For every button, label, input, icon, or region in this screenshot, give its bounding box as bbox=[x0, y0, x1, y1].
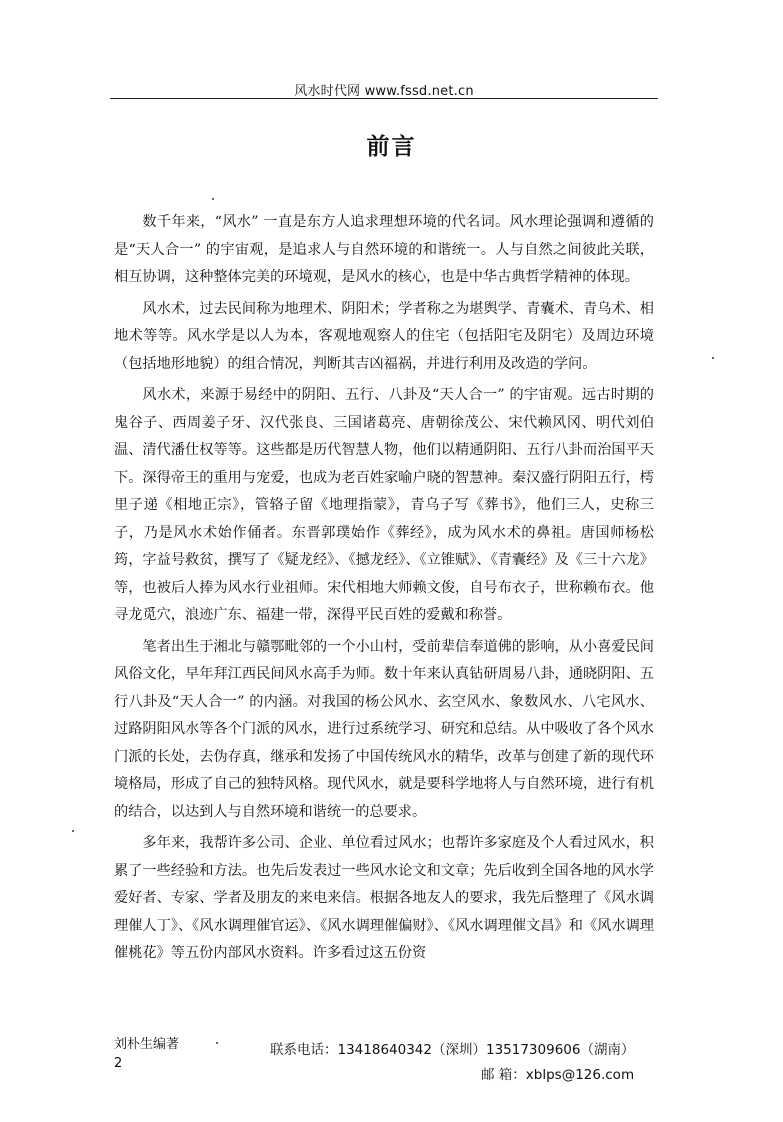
contact-email: 邮 箱：xblps@126.com bbox=[481, 1067, 635, 1083]
body-text bbox=[114, 209, 654, 972]
header-rule bbox=[110, 98, 658, 99]
author-credit: 刘朴生编著 bbox=[114, 1037, 180, 1052]
header-site: 风水时代网 www.fssd.net.cn bbox=[294, 84, 474, 99]
scan-speck bbox=[72, 830, 74, 832]
paragraph: 笔者出生于湘北与赣鄂毗邻的一个小山村，受前辈信奉道佛的影响，从小喜爱民间风俗文化，早年拜江西民间风水高手为师。数十年来认真钻研周易八卦，通晓阴阳、五行八卦及“天人合一” 的内涵。对我国的杨公风水、玄空风水、象数风水、八宅风水、过路阴阳风水等各个门派的风水，进行过系统学习、研究和总结。从中吸收了各个风水门派的长处，去伪存真，继承和发扬了中国传统风水的精华，改革与创建了新的现代环境格局，形成了自己的独特风格。现代风水，就是要科学地将人与自然环境，进行有机的结合，以达到人与自然环境和谐统一的总要求。 bbox=[114, 638, 654, 820]
paragraph: 风水术，来源于易经中的阴阳、五行、八卦及“天人合一” 的宇宙观。远古时期的鬼谷子、西周姜子牙、汉代张良、三国诸葛亮、唐朝徐茂公、宋代赖风冈、明代刘伯温、清代潘仕权等等。这些都是历代智慧人物，他们以精通阴阳、五行八卦而治国平天下。深得帝王的重用与宠爱，也成为老百姓家喻户晓的智慧神。秦汉盛行阴阳五行，樗里子递《相地正宗》，管辂子留《地理指蒙》，青乌子写《葬书》，他们三人，史称三子，乃是风水术始作俑者。东晋郭璞始作《葬经》，成为风水术的鼻祖。唐国师杨松筠，字益号救贫，撰写了《疑龙经》、《撼龙经》、《立锥赋》、《青囊经》及《三十六龙》等，也被后人捧为风水行业祖师。宋代相地大师赖文俊，自号布衣子，世称赖布衣。他寻龙觅穴，浪迹广东、福建一带，深得平民百姓的爱戴和称誉。 bbox=[114, 387, 654, 623]
paragraph: 数千年来，“风水” 一直是东方人追求理想环境的代名词。风水理论强调和遵循的是“天人合一” 的宇宙观，是追求人与自然环境的和谐统一。人与自然之间彼此关联，相互协调，这种整体完美的环境观，是风水的核心，也是中华古典哲学精神的体现。 bbox=[114, 214, 654, 285]
footer-left bbox=[114, 1035, 179, 1073]
contact-phone: 联系电话：13418640342（深圳）13517309606（湖南） bbox=[270, 1042, 635, 1058]
paragraph: 风水术，过去民间称为地理术、阴阳术；学者称之为堪舆学、青囊术、青乌术、相地术等等。风水学是以人为本，客观地观察人的住宅（包括阳宅及阴宅）及周边环境（包括地形地貌）的组合情况，判断其吉凶福祸，并进行利用及改造的学问。 bbox=[114, 300, 654, 372]
scan-speck bbox=[212, 198, 214, 200]
page-title: 前言 bbox=[366, 134, 417, 160]
scan-speck bbox=[712, 357, 714, 359]
page-number: 2 bbox=[114, 1056, 123, 1071]
scan-speck bbox=[216, 1042, 218, 1044]
paragraph: 多年来，我帮许多公司、企业、单位看过风水；也帮许多家庭及个人看过风水，积累了一些经验和方法。也先后发表过一些风水论文和文章；先后收到全国各地的风水学爱好者、专家、学者及朋友的来电来信。根据各地友人的要求，我先后整理了《风水调理催人丁》、《风水调理催官运》、《风水调理催偏财》、《风水调理催文昌》和《风水调理催桃花》等五份内部风水资料。许多看过这五份资 bbox=[114, 835, 654, 961]
